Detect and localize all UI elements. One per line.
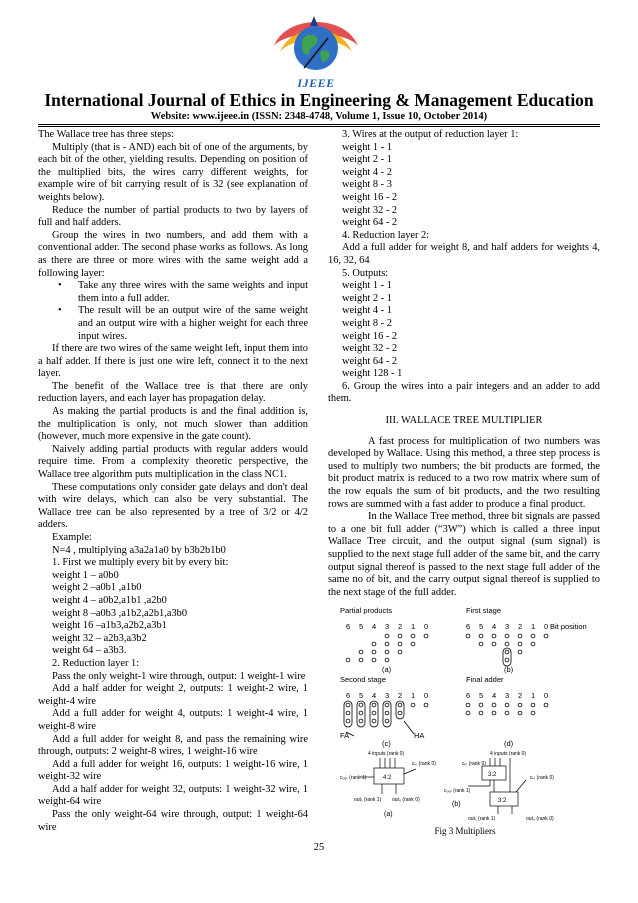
journal-subtitle: Website: www.ijeee.in (ISSN: 2348-4748, Volume 1, Issue 10, October 2014) (150, 111, 488, 122)
final-adder-dots (466, 703, 548, 715)
out0-label-a: out₀ (rank 0) (392, 797, 420, 803)
digit: 3 (385, 622, 390, 631)
step-heading: 5. Outputs: (342, 267, 389, 279)
bullet-icon: • (58, 305, 62, 317)
digit: 5 (479, 691, 484, 700)
digit: 1 (411, 622, 416, 631)
figure-multipliers (340, 606, 590, 824)
weight-line: weight 8 - 2 (342, 317, 392, 329)
weight-line: weight 2 - 1 (342, 292, 392, 304)
paragraph: Add a full adder for weight 4, outputs: 1 weight-4 wire, 1 weight-8 wire (38, 708, 308, 732)
bullet-text: Take any three wires with the same weights and input them into a full adder. (78, 280, 308, 304)
weight-line: weight 4 - 1 (342, 305, 392, 317)
example-line: 1. First we multiply every bit by every bit: (52, 557, 229, 569)
sub-label-b: (b) (452, 801, 461, 808)
paragraph: Add a full adder for weight 16, outputs: 1 weight-16 wire, 1 weight-32 wire (38, 758, 308, 783)
label-bit-position: Bit position (550, 622, 587, 631)
figure-caption: Fig 3 Multipliers (434, 826, 496, 836)
example-line: N=4 , multiplying a3a2a1a0 by b3b2b1b0 (52, 544, 226, 556)
cin-label-a: cᵢₙ (rank 0) (412, 761, 436, 767)
digit-row-c (346, 691, 428, 700)
logo-text: IJEEE (297, 76, 335, 90)
digit: 6 (466, 622, 471, 631)
paragraph: Group the wires in two numbers, and add them with a conventional adder. The second phase works as follows. As long as there are three or more wires with the same weight add a following layer: (38, 229, 308, 279)
weight-line: weight 64 – a3b3. (52, 645, 127, 657)
paragraph: Add a half adder for weight 32, outputs: 1 weight-32 wire, 1 weight-64 wire (38, 783, 308, 808)
first-stage-dots (466, 634, 548, 666)
bullet-item (38, 305, 308, 343)
digit: 5 (479, 622, 484, 631)
bullet-icon: • (58, 280, 62, 292)
label-c: (c) (382, 739, 391, 748)
weight-line: weight 8 –a0b3 ,a1b2,a2b1,a3b0 (52, 607, 188, 619)
label-partial-products: Partial products (340, 606, 393, 615)
step-heading: 3. Wires at the output of reduction layer 1: (342, 129, 519, 140)
second-stage-dots (344, 701, 428, 727)
paragraph: As making the partial products is and the final addition is, the multiplication is only, not much slower than addition (however, much more expensive in the gate count). (38, 406, 308, 443)
paragraph: Pass the only weight-64 wire through, output: 1 weight-64 wire (38, 809, 308, 833)
journal-logo (266, 6, 366, 90)
label-d: (d) (504, 739, 514, 748)
step-heading: 2. Reduction layer 1: (52, 657, 140, 669)
digit: 6 (346, 622, 351, 631)
digit: 5 (359, 691, 364, 700)
inputs-label-a: 4 inputs (rank 0) (368, 751, 405, 757)
weight-line: weight 32 - 2 (342, 204, 398, 216)
section-heading: III. WALLACE TREE MULTIPLIER (385, 415, 543, 427)
weight-line: weight 32 - 2 (342, 343, 398, 355)
left-column (38, 129, 308, 834)
digit: 3 (505, 622, 510, 631)
cout-label-b: cₒᵤₜ (rank 1) (444, 788, 471, 794)
label-first-stage: First stage (466, 606, 502, 615)
out1-label-b: out₁ (rank 1) (468, 816, 496, 822)
weight-line: weight 1 - 1 (342, 141, 392, 153)
weight-line: weight 1 – a0b0 (52, 569, 119, 581)
label-fa: FA (340, 731, 350, 740)
out0-label-b: out₀ (rank 0) (526, 816, 554, 822)
box-32b-label: 3:2 (498, 798, 507, 804)
digit: 2 (398, 622, 403, 631)
paragraph: Add a full adder for weight 8, and half adders for weights 4, 16, 32, 64 (328, 242, 600, 266)
digit: 0 (544, 622, 549, 631)
out1-label-a: out₁ (rank 1) (354, 797, 382, 803)
header-rule (38, 124, 600, 125)
digit: 0 (544, 691, 549, 700)
label-b: (b) (504, 665, 514, 674)
digit-row-a (346, 622, 428, 631)
weight-line: weight 1 - 1 (342, 280, 392, 292)
weight-line: weight 16 - 2 (342, 191, 398, 203)
weight-line: weight 16 –a1b3,a2b2,a3b1 (52, 620, 167, 632)
right-column (328, 129, 600, 599)
multiplier-diagram (340, 606, 590, 824)
weight-line: weight 4 - 2 (342, 166, 392, 178)
weight-line: weight 2 - 1 (342, 154, 392, 166)
cin-label-b2: cᵢₙ (rank 0) (530, 775, 554, 781)
paragraph: In the Wallace Tree method, three bit signals are passed to a one bit full adder (“3W”) which is called a three input Wallace Tree circuit, and the output signal (sum signal) is supplied to the next stage full adder of the same bit, and the carry output signal thereof is passed to the next stage full adder of the same no of bit, and the carry output signal thereof is supplied to the next stage of the full adder. (328, 511, 600, 598)
digit: 3 (385, 691, 390, 700)
paragraph: The benefit of the Wallace tree is that there are only reduction layers, and each layer has propagation delay. (38, 380, 308, 405)
digit: 6 (466, 691, 471, 700)
weight-line: weight 16 - 2 (342, 330, 398, 342)
header-rule-2 (38, 126, 600, 127)
digit: 2 (518, 622, 523, 631)
digit: 1 (531, 691, 536, 700)
weight-line: weight 64 - 2 (342, 355, 398, 367)
paragraph: Pass the only weight-1 wire through, output: 1 weight-1 wire (52, 670, 306, 682)
digit: 2 (518, 691, 523, 700)
digit: 0 (424, 691, 429, 700)
bullet-text: The result will be an output wire of the same weight and an output wire with a higher weight for each three input wires. (78, 305, 308, 342)
digit: 0 (424, 622, 429, 631)
weight-line: weight 4 – a0b2,a1b1 ,a2b0 (52, 594, 167, 606)
label-final-adder: Final adder (466, 675, 504, 684)
cout-label-a: cₒᵤₜ (rank 1) (340, 775, 367, 781)
paragraph: Multiply (that is - AND) each bit of one of the arguments, by each bit of the other, yielding results. Depending on position of the multiplied bits, the wires carry different weights, for example wire of bit carrying result of is 32 (see explanation of weights below). (38, 141, 308, 203)
box-42-label: 4:2 (383, 775, 392, 781)
weight-line: weight 2 –a0b1 ,a1b0 (52, 582, 142, 594)
example-line: Example: (52, 532, 92, 543)
inputs-label-b: 4 inputs (rank 0) (490, 751, 527, 757)
digit: 3 (505, 691, 510, 700)
paragraph: Add a full adder for weight 8, and pass the remaining wire through, outputs: 2 weight-8 wires, 1 weight-16 wire (38, 733, 308, 758)
page-number: 25 (313, 842, 325, 853)
weight-line: weight 64 - 2 (342, 217, 398, 229)
label-a: (a) (382, 665, 392, 674)
box-32a-label: 3:2 (488, 772, 497, 778)
weight-line: weight 32 – a2b3,a3b2 (52, 632, 147, 644)
bullet-item (38, 280, 308, 305)
weight-line: weight 128 - 1 (342, 368, 403, 380)
paragraph: These computations only consider gate delays and don't deal with wire delays, which can also be very substantial. The Wallace tree can be also represented by a tree of 3/2 or 4/2 adders. (38, 481, 308, 531)
partial-products-dots (346, 634, 428, 662)
label-ha: HA (414, 731, 425, 740)
digit: 6 (346, 691, 351, 700)
sub-label-a: (a) (384, 811, 393, 818)
weight-line: weight 8 - 3 (342, 179, 392, 191)
digit: 5 (359, 622, 364, 631)
paragraph: A fast process for multiplication of two numbers was developed by Wallace. Using this method, a three step process is used to multiply two numbers; the bit products are formed, the bit product matrix is reduced to a two row matrix where sum of the row equals the sum of bit products, and the two resulting rows are summed with a fast adder to produce a final product. (328, 435, 600, 510)
label-second-stage: Second stage (340, 675, 386, 684)
step-heading: 4. Reduction layer 2: (342, 229, 430, 241)
digit: 4 (372, 691, 377, 700)
paragraph: Naively adding partial products with regular adders would require time. From a complexity theoretic perspective, the Wallace tree algorithm puts multiplication in the class NC1. (38, 443, 308, 481)
ha-pointer (404, 721, 414, 734)
digit-row-b (466, 622, 548, 631)
cin-label-b1: cᵢₙ (rank 0) (462, 761, 486, 767)
digit-row-d (466, 691, 548, 700)
paragraph: Add a half adder for weight 2, outputs: 1 weight-2 wire, 1 weight-4 wire (38, 683, 308, 707)
journal-title: International Journal of Ethics in Engineering & Management Education (44, 90, 594, 110)
digit: 1 (411, 691, 416, 700)
paragraph: Reduce the number of partial products to two by layers of full and half adders. (38, 204, 308, 229)
digit: 4 (492, 691, 497, 700)
digit: 1 (531, 622, 536, 631)
paragraph: 6. Group the wires into a pair integers and an adder to add them. (328, 380, 600, 405)
paragraph: If there are two wires of the same weight left, input them into a half adder. If there is just one wire left, connect it to the next layer. (38, 343, 308, 380)
digit: 2 (398, 691, 403, 700)
paragraph: The Wallace tree has three steps: (38, 129, 175, 140)
digit: 4 (372, 622, 377, 631)
digit: 4 (492, 622, 497, 631)
